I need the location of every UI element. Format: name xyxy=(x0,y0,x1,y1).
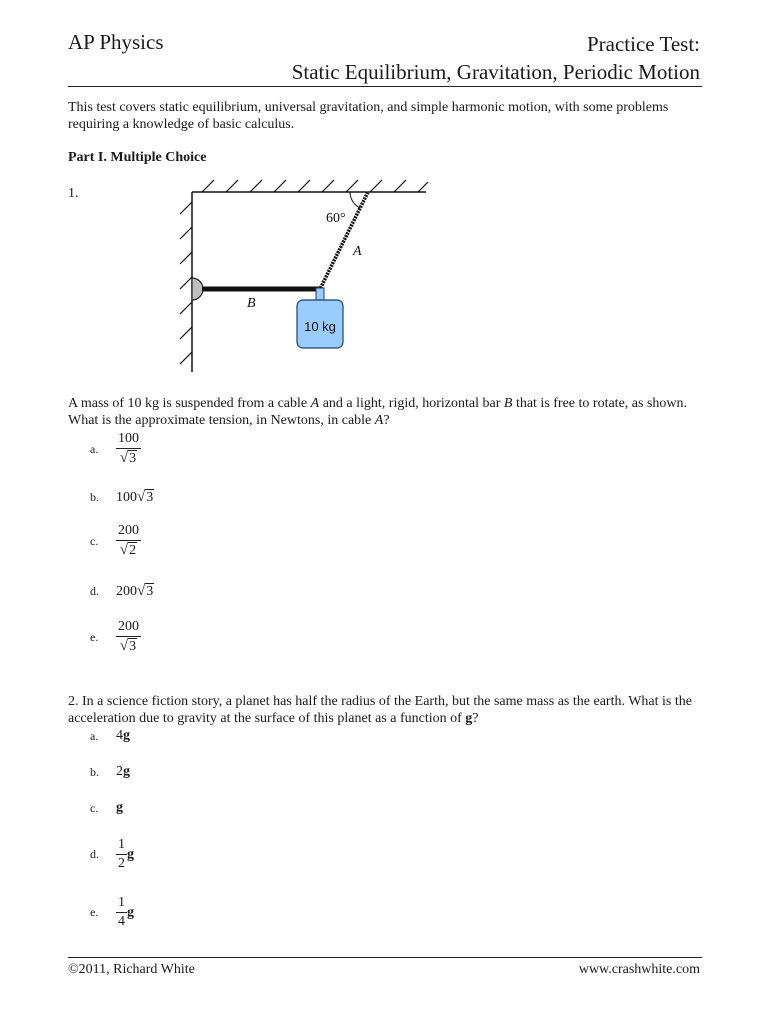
angle-label: 60° xyxy=(326,211,346,226)
q1-option-e[interactable] xyxy=(90,619,141,655)
cable-label: A xyxy=(353,244,362,259)
fraction: 200 √ 3 xyxy=(118,619,139,654)
question-1-text: A mass of 10 kg is suspended from a cable A and a light, rigid, horizontal bar B that is free to rotate, as shown. What is the approximate tension, in Newtons, in cable A? xyxy=(68,396,687,428)
q1-option-c[interactable] xyxy=(90,523,141,559)
fraction: $\frac{1}{2}$ xyxy=(118,837,125,871)
course-title: AP Physics xyxy=(68,30,164,54)
angle-arc xyxy=(350,192,360,208)
q2-option-d[interactable] xyxy=(90,837,134,872)
equilibrium-diagram xyxy=(170,172,440,377)
test-title xyxy=(292,30,700,86)
variable-g: g xyxy=(127,904,134,920)
footer-rule xyxy=(68,957,702,958)
variable-g: g xyxy=(127,846,134,862)
question-1-number: 1. xyxy=(68,186,79,201)
pivot-hinge xyxy=(192,278,203,300)
option-letter: c. xyxy=(90,533,99,548)
wall-hatching xyxy=(180,202,192,364)
mass-hook xyxy=(316,288,324,300)
q1-option-d[interactable] xyxy=(90,583,154,600)
fraction: 200 √ 2 xyxy=(118,523,139,558)
q1-option-a[interactable] xyxy=(90,431,141,467)
option-letter: b. xyxy=(90,764,99,779)
footer-copyright: ©2011, Richard White xyxy=(68,962,195,977)
option-letter: d. xyxy=(90,847,99,861)
q2-option-c[interactable] xyxy=(90,800,123,816)
intro-paragraph: This test covers static equilibrium, universal gravitation, and simple harmonic motion, with some problems requiring a knowledge of basic calculus. xyxy=(68,100,669,132)
header-rule xyxy=(68,86,702,87)
option-letter: d. xyxy=(90,584,99,598)
test-title-line1: Practice Test: xyxy=(586,32,700,56)
q1-option-b[interactable] xyxy=(90,489,154,506)
option-letter: e. xyxy=(90,629,99,644)
question-2-text: 2. In a science fiction story, a planet has half the radius of the Earth, but the same mass as the earth. What is the acceleration due to gravity at the surface of this planet as a function of g? xyxy=(68,694,692,726)
footer-website: www.crashwhite.com xyxy=(578,962,700,977)
q2-option-a[interactable] xyxy=(90,728,130,744)
option-letter: b. xyxy=(90,490,99,504)
option-letter: a. xyxy=(90,441,99,456)
option-value: g xyxy=(116,800,123,815)
q2-option-e[interactable] xyxy=(90,895,134,930)
mass-label: 10 kg xyxy=(304,319,336,334)
ceiling-hatching xyxy=(202,180,428,192)
option-value: 200 √ 3 xyxy=(116,583,154,599)
bar-label: B xyxy=(247,296,256,311)
section-title: Part I. Multiple Choice xyxy=(68,150,207,165)
option-letter: a. xyxy=(90,728,99,743)
fraction: 100 √ 3 xyxy=(118,431,139,466)
option-value: 100 √ 3 xyxy=(116,489,154,505)
q2-option-b[interactable] xyxy=(90,764,130,780)
option-value: 4g xyxy=(116,728,130,743)
option-letter: e. xyxy=(90,905,99,919)
fraction: $\frac{1}{4}$ xyxy=(118,895,125,929)
option-letter: c. xyxy=(90,800,99,815)
test-title-line2: Static Equilibrium, Gravitation, Periodic Motion xyxy=(291,60,700,84)
option-value: 2g xyxy=(116,764,130,779)
